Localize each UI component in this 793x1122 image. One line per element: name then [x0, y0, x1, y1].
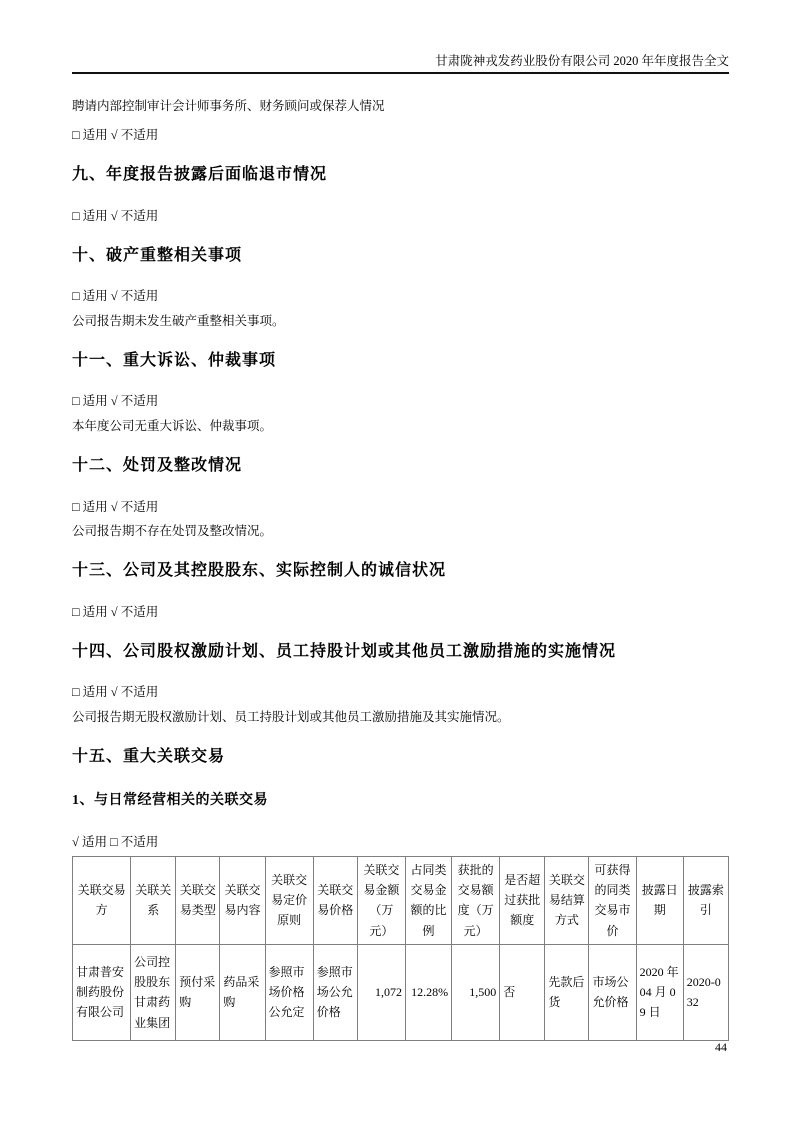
table-header-cell: 关联交易定价原则 [265, 856, 313, 944]
table-cell-price: 参照市场公允价格 [313, 944, 357, 1040]
section-12-applicability: □ 适用 √ 不适用 [72, 499, 159, 514]
table-header-row [73, 856, 729, 944]
table-header-cell: 占同类交易金额的比例 [405, 856, 451, 944]
table-cell-disclosure-date: 2020 年 04 月 09 日 [636, 944, 683, 1040]
table-header-cell: 是否超过获批额度 [500, 856, 545, 944]
table-cell-content: 药品采购 [220, 944, 265, 1040]
section-12-note: 公司报告期不存在处罚及整改情况。 [72, 523, 273, 538]
page-header [72, 0, 729, 74]
subsection-heading: 1、与日常经营相关的关联交易 [72, 792, 268, 808]
table-cell-pricing-principle: 参照市场价格公允定 [265, 944, 313, 1040]
report-title: 甘肃陇神戎发药业股份有限公司 2020 年年度报告全文 [435, 54, 729, 68]
table-header-cell: 关联交易方 [73, 856, 131, 944]
table-cell-approved-quota: 1,500 [452, 944, 500, 1040]
section-10-note: 公司报告期未发生破产重整相关事项。 [72, 313, 285, 328]
table-cell-ratio: 12.28% [405, 944, 451, 1040]
section-9-applicability: □ 适用 √ 不适用 [72, 208, 159, 223]
table-cell-amount: 1,072 [357, 944, 405, 1040]
section-10-applicability: □ 适用 √ 不适用 [72, 289, 159, 304]
table-row [73, 944, 729, 1040]
table-header-cell: 获批的交易额度（万元） [452, 856, 500, 944]
section-13-heading: 十三、公司及其控股股东、实际控制人的诚信状况 [72, 562, 447, 580]
section-12-heading: 十二、处罚及整改情况 [72, 457, 243, 475]
table-cell-market-price: 市场公允价格 [589, 944, 636, 1040]
section-13-applicability: □ 适用 √ 不适用 [72, 604, 159, 619]
table-header-cell: 关联交易内容 [220, 856, 265, 944]
section-14-applicability: □ 适用 √ 不适用 [72, 685, 159, 700]
section-15-heading: 十五、重大关联交易 [72, 748, 226, 766]
table-cell-relationship: 公司控股股东甘肃药业集团 [131, 944, 176, 1040]
table-header-cell: 关联交易类型 [176, 856, 220, 944]
section-10-heading: 十、破产重整相关事项 [72, 246, 243, 264]
table-header-cell: 可获得的同类交易市价 [589, 856, 636, 944]
table-header-cell: 披露索引 [683, 856, 728, 944]
table-header-cell: 关联交易金额（万元） [357, 856, 405, 944]
section-9-heading: 九、年度报告披露后面临退市情况 [72, 166, 328, 184]
table-cell-type: 预付采购 [176, 944, 220, 1040]
section-11-heading: 十一、重大诉讼、仲裁事项 [72, 352, 277, 370]
table-cell-settlement: 先款后货 [545, 944, 589, 1040]
table-header-cell: 关联关系 [131, 856, 176, 944]
table-cell-exceeds-quota: 否 [500, 944, 545, 1040]
section-14-heading: 十四、公司股权激励计划、员工持股计划或其他员工激励措施的实施情况 [72, 643, 617, 661]
table-cell-disclosure-index: 2020-032 [683, 944, 728, 1040]
applicability-line: □ 适用 √ 不适用 [72, 127, 159, 142]
table-header-cell: 披露日期 [636, 856, 683, 944]
table-applicability-line: √ 适用 □ 不适用 [72, 835, 159, 850]
section-14-note: 公司报告期无股权激励计划、员工持股计划或其他员工激励措施及其实施情况。 [72, 709, 510, 724]
table-cell-counterparty: 甘肃普安制药股份有限公司 [73, 944, 131, 1040]
section-11-applicability: □ 适用 √ 不适用 [72, 394, 159, 409]
table-header-cell: 关联交易价格 [313, 856, 357, 944]
table-header-cell: 关联交易结算方式 [545, 856, 589, 944]
intro-line: 聘请内部控制审计会计师事务所、财务顾问或保荐人情况 [72, 99, 385, 114]
section-11-note: 本年度公司无重大诉讼、仲裁事项。 [72, 418, 273, 433]
page-number: 44 [715, 1040, 727, 1054]
related-transactions-table [72, 856, 729, 1041]
